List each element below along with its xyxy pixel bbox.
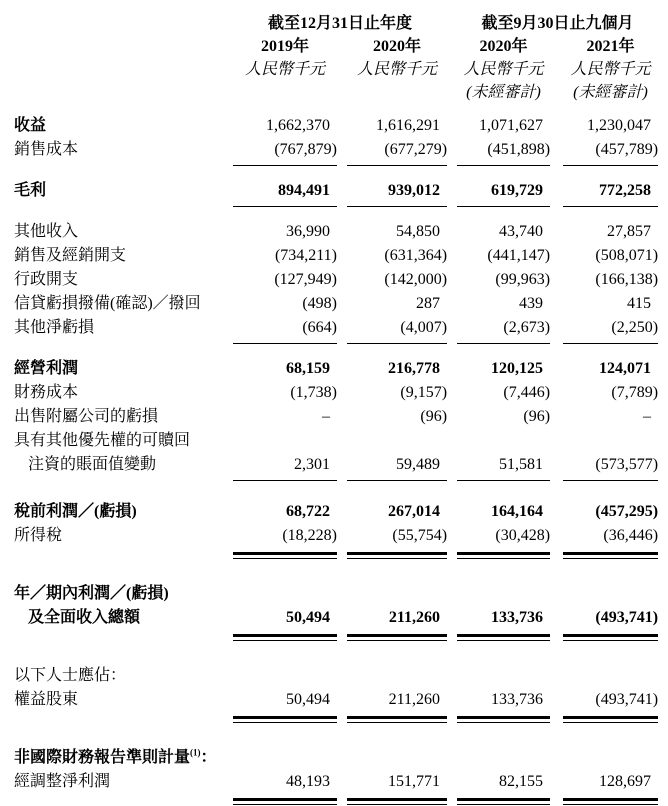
value-cell: 619,729 [491, 182, 544, 199]
table-row [14, 169, 658, 203]
column-gap [337, 724, 347, 770]
unaudited-label: (未經審計) [466, 84, 541, 101]
column-gap [447, 340, 457, 347]
column-gap [447, 347, 457, 381]
currency-unit-row [14, 58, 658, 81]
column-gap [447, 162, 457, 169]
unaudited-row [14, 81, 658, 104]
year-label: 2020年 [373, 38, 422, 55]
single-rule [347, 343, 447, 344]
header-spacer [550, 58, 563, 81]
table-row [14, 606, 658, 630]
value-cell: (493,741) [595, 609, 659, 626]
column-gap [337, 794, 347, 806]
table-row [14, 244, 658, 268]
single-rule [233, 206, 337, 207]
value-cell: (631,364) [384, 247, 448, 264]
row-label: 收益 [14, 117, 47, 134]
row-label: 具有其他優先權的可贖回 [14, 432, 191, 449]
value-cell: 164,164 [491, 503, 544, 520]
value-cell: 124,071 [599, 360, 652, 377]
row-label: 經營利潤 [14, 360, 79, 377]
column-gap [550, 203, 563, 210]
header-spacer [14, 81, 233, 104]
column-gap [337, 316, 347, 340]
column-gap [550, 138, 563, 162]
column-gap [337, 642, 347, 688]
double-rule [233, 716, 337, 723]
single-rule-row [14, 340, 658, 347]
value-cell: 36,990 [286, 223, 330, 240]
row-label: 所得稅 [14, 527, 63, 544]
row-label: 非國際財務報告準則計量$^{(1)}$： [14, 747, 217, 766]
column-gap [337, 477, 347, 484]
double-rule [347, 634, 447, 641]
header-spacer [14, 58, 233, 81]
column-gap [337, 268, 347, 292]
value-cell: (767,879) [274, 141, 337, 158]
value-cell [457, 429, 550, 453]
column-gap [337, 138, 347, 162]
column-gap [447, 524, 457, 548]
value-cell: 120,125 [491, 360, 544, 377]
row-label: 稅前利潤／(虧損) [14, 503, 137, 520]
column-gap [447, 244, 457, 268]
value-cell: 133,736 [491, 691, 544, 708]
header-spacer [337, 35, 347, 58]
column-gap [447, 724, 457, 770]
value-cell: 68,722 [286, 503, 330, 520]
double-rule [563, 552, 658, 559]
value-cell: 133,736 [491, 609, 544, 626]
value-cell [233, 642, 337, 688]
value-cell: 1,616,291 [376, 117, 441, 134]
table-row [14, 405, 658, 429]
single-rule [347, 206, 447, 207]
column-gap [550, 770, 563, 794]
value-cell: (127,949) [274, 271, 337, 288]
value-cell [347, 429, 447, 453]
header-spacer [14, 35, 233, 58]
table-body [14, 104, 658, 806]
value-cell [563, 560, 658, 606]
value-cell: (451,898) [487, 141, 551, 158]
column-gap [447, 316, 457, 340]
row-label: 毛利 [14, 182, 47, 199]
footnote-marker: (1) [190, 747, 201, 758]
value-cell: (55,754) [392, 527, 448, 544]
double-rule [457, 798, 550, 805]
financial-table [14, 12, 658, 806]
value-cell: (457,789) [595, 141, 659, 158]
value-cell: 216,778 [388, 360, 441, 377]
single-rule [457, 165, 550, 166]
column-gap [550, 453, 563, 477]
value-cell: 1,071,627 [479, 117, 544, 134]
column-gap [447, 169, 457, 203]
rule-spacer [14, 712, 233, 724]
rule-spacer [14, 162, 233, 169]
column-gap [337, 548, 347, 560]
value-cell: (142,000) [384, 271, 448, 288]
year-label: 2020年 [479, 38, 528, 55]
double-rule [347, 798, 447, 805]
double-rule [457, 634, 550, 641]
value-cell: 439 [519, 295, 544, 312]
column-gap [447, 606, 457, 630]
table-row [14, 724, 658, 770]
table-row [14, 268, 658, 292]
value-cell: – [643, 408, 652, 425]
value-cell [457, 724, 550, 770]
row-label: 行政開支 [14, 271, 79, 288]
column-gap [550, 794, 563, 806]
single-rule [563, 343, 658, 344]
column-gap [337, 381, 347, 405]
column-gap [447, 381, 457, 405]
header-spacer [347, 81, 447, 104]
value-cell: 82,155 [499, 773, 544, 790]
column-gap [550, 316, 563, 340]
column-gap [447, 484, 457, 524]
value-cell [233, 560, 337, 606]
table-row [14, 484, 658, 524]
rule-spacer [14, 548, 233, 560]
row-label: 經調整淨利潤 [14, 773, 111, 790]
column-gap [337, 162, 347, 169]
value-cell: 211,260 [388, 609, 441, 626]
value-cell: (166,138) [595, 271, 659, 288]
header-spacer [233, 81, 337, 104]
table-row [14, 210, 658, 244]
currency-unit-label: 人民幣千元 [357, 61, 438, 78]
header-spacer [447, 81, 457, 104]
column-gap [337, 292, 347, 316]
column-gap [550, 429, 563, 453]
column-gap [550, 477, 563, 484]
double-rule [233, 552, 337, 559]
column-gap [337, 688, 347, 712]
unaudited-label: (未經審計) [573, 84, 648, 101]
value-cell [233, 724, 337, 770]
value-cell [563, 642, 658, 688]
double-rule [347, 552, 447, 559]
table-row [14, 560, 658, 606]
value-cell: 939,012 [388, 182, 441, 199]
table-row [14, 104, 658, 138]
column-gap [337, 712, 347, 724]
value-cell: (7,446) [503, 384, 551, 401]
table-row [14, 292, 658, 316]
double-rule [233, 798, 337, 805]
row-label: 信貸虧損撥備(確認)／撥回 [14, 295, 201, 312]
currency-unit-label: 人民幣千元 [463, 61, 544, 78]
column-gap [337, 429, 347, 453]
double-rule [563, 634, 658, 641]
value-cell [457, 560, 550, 606]
column-gap [550, 606, 563, 630]
double-rule [233, 634, 337, 641]
value-cell [457, 642, 550, 688]
column-gap [447, 712, 457, 724]
value-cell: 287 [416, 295, 441, 312]
column-gap [447, 292, 457, 316]
column-gap [447, 688, 457, 712]
column-gap [550, 524, 563, 548]
value-cell: (664) [302, 319, 337, 336]
value-cell: (18,228) [282, 527, 337, 544]
header-spacer [550, 35, 563, 58]
single-rule [457, 343, 550, 344]
value-cell: (96) [523, 408, 551, 425]
double-rule-row [14, 630, 658, 642]
value-cell: (457,295) [595, 503, 659, 520]
value-cell: (508,071) [595, 247, 659, 264]
value-cell [233, 429, 337, 453]
column-gap [550, 347, 563, 381]
column-gap [447, 210, 457, 244]
column-gap [550, 292, 563, 316]
column-gap [337, 210, 347, 244]
period-group-label-annual: 截至12月31日止年度 [268, 15, 413, 32]
row-label: 及全面收入總額 [28, 609, 141, 626]
single-rule [563, 206, 658, 207]
year-label: 2019年 [260, 38, 309, 55]
value-cell [563, 724, 658, 770]
column-gap [337, 347, 347, 381]
currency-unit-label: 人民幣千元 [244, 61, 325, 78]
value-cell: 128,697 [599, 773, 652, 790]
double-rule [563, 716, 658, 723]
rule-spacer [14, 794, 233, 806]
column-gap [447, 794, 457, 806]
table-row [14, 347, 658, 381]
column-gap [550, 688, 563, 712]
column-gap [550, 268, 563, 292]
header-spacer [447, 35, 457, 58]
row-label: 出售附屬公司的虧損 [14, 408, 159, 425]
currency-unit-label: 人民幣千元 [570, 61, 651, 78]
value-cell: 50,494 [286, 609, 330, 626]
value-cell: 211,260 [388, 691, 441, 708]
column-gap [447, 770, 457, 794]
column-gap [550, 642, 563, 688]
column-gap [550, 104, 563, 138]
header-spacer [447, 12, 457, 35]
column-gap [337, 524, 347, 548]
row-label: 財務成本 [14, 384, 79, 401]
rule-spacer [14, 340, 233, 347]
table-row [14, 429, 658, 453]
value-cell: (4,007) [400, 319, 448, 336]
column-gap [447, 642, 457, 688]
value-cell: (9,157) [400, 384, 448, 401]
value-cell: 54,850 [396, 223, 441, 240]
value-cell: 267,014 [388, 503, 441, 520]
table-row [14, 642, 658, 688]
double-rule [347, 716, 447, 723]
value-cell: (677,279) [384, 141, 448, 158]
column-gap [550, 169, 563, 203]
column-gap [447, 560, 457, 606]
column-gap [550, 724, 563, 770]
value-cell: (734,211) [274, 247, 337, 264]
row-label: 銷售成本 [14, 141, 79, 158]
header-spacer [447, 58, 457, 81]
column-gap [550, 548, 563, 560]
single-rule [457, 206, 550, 207]
single-rule [347, 480, 447, 481]
column-gap [447, 104, 457, 138]
value-cell: (441,147) [487, 247, 551, 264]
value-cell: (493,741) [595, 691, 659, 708]
period-group-label-ninemonth: 截至9月30日止九個月 [481, 15, 634, 32]
column-gap [447, 405, 457, 429]
single-rule-row [14, 477, 658, 484]
value-cell: 894,491 [278, 182, 330, 199]
value-cell: (36,446) [603, 527, 659, 544]
value-cell [563, 429, 658, 453]
value-cell [347, 642, 447, 688]
year-row [14, 35, 658, 58]
value-cell: (96) [420, 408, 448, 425]
value-cell: 59,489 [396, 456, 441, 473]
row-label: 年／期內利潤／(虧損) [14, 585, 169, 602]
value-cell: 2,301 [294, 456, 330, 473]
value-cell: 48,193 [286, 773, 330, 790]
column-gap [337, 203, 347, 210]
row-label: 以下人士應佔： [14, 667, 127, 684]
value-cell [347, 560, 447, 606]
header-spacer [14, 12, 233, 35]
row-label: 銷售及經銷開支 [14, 247, 127, 264]
column-gap [550, 162, 563, 169]
value-cell: – [322, 408, 330, 425]
table-row [14, 453, 658, 477]
column-gap [550, 712, 563, 724]
rule-spacer [14, 630, 233, 642]
column-gap [550, 244, 563, 268]
header-spacer [550, 81, 563, 104]
column-gap [337, 484, 347, 524]
value-cell: (498) [302, 295, 337, 312]
column-gap [447, 548, 457, 560]
value-cell: 50,494 [286, 691, 330, 708]
value-cell: (2,673) [503, 319, 551, 336]
value-cell: 772,258 [599, 182, 652, 199]
table-row [14, 316, 658, 340]
value-cell: (7,789) [611, 384, 659, 401]
table-row [14, 524, 658, 548]
row-label: 權益股東 [14, 691, 79, 708]
column-gap [337, 770, 347, 794]
row-label: 其他淨虧損 [14, 319, 95, 336]
column-gap [447, 203, 457, 210]
column-gap [337, 244, 347, 268]
header-spacer [337, 58, 347, 81]
column-gap [337, 104, 347, 138]
rule-spacer [14, 203, 233, 210]
column-gap [447, 138, 457, 162]
value-cell: (573,577) [595, 456, 659, 473]
value-cell: (99,963) [495, 271, 551, 288]
value-cell: (1,738) [290, 384, 337, 401]
single-rule [563, 165, 658, 166]
column-gap [447, 630, 457, 642]
column-gap [550, 381, 563, 405]
table-row [14, 688, 658, 712]
value-cell: 51,581 [499, 456, 544, 473]
single-rule [457, 480, 550, 481]
value-cell [347, 724, 447, 770]
value-cell: (2,250) [611, 319, 659, 336]
column-gap [550, 340, 563, 347]
column-gap [550, 405, 563, 429]
single-rule-row [14, 203, 658, 210]
value-cell: 1,230,047 [587, 117, 652, 134]
value-cell: 151,771 [388, 773, 441, 790]
value-cell: 1,662,370 [266, 117, 330, 134]
column-gap [337, 453, 347, 477]
value-cell: 415 [627, 295, 652, 312]
double-rule-row [14, 794, 658, 806]
header-spacer [337, 81, 347, 104]
column-gap [337, 340, 347, 347]
double-rule [457, 552, 550, 559]
column-gap [447, 429, 457, 453]
double-rule [563, 798, 658, 805]
table-row [14, 381, 658, 405]
period-group-row [14, 12, 658, 35]
single-rule [233, 480, 337, 481]
double-rule [457, 716, 550, 723]
double-rule-row [14, 548, 658, 560]
column-gap [337, 606, 347, 630]
single-rule [347, 165, 447, 166]
column-gap [550, 630, 563, 642]
column-gap [337, 169, 347, 203]
value-cell: 27,857 [607, 223, 652, 240]
value-cell: 43,740 [499, 223, 544, 240]
rule-spacer [14, 477, 233, 484]
column-gap [447, 453, 457, 477]
column-gap [337, 630, 347, 642]
table-header [14, 12, 658, 104]
double-rule-row [14, 712, 658, 724]
column-gap [337, 560, 347, 606]
row-label: 其他收入 [14, 223, 79, 240]
column-gap [550, 560, 563, 606]
column-gap [337, 405, 347, 429]
single-rule [233, 165, 337, 166]
column-gap [550, 210, 563, 244]
column-gap [550, 484, 563, 524]
table-row [14, 138, 658, 162]
value-cell: (30,428) [495, 527, 551, 544]
value-cell: 68,159 [286, 360, 330, 377]
column-gap [447, 477, 457, 484]
table-row [14, 770, 658, 794]
single-rule [563, 480, 658, 481]
year-label: 2021年 [586, 38, 635, 55]
row-label: 注資的賬面值變動 [28, 456, 157, 473]
single-rule-row [14, 162, 658, 169]
column-gap [447, 268, 457, 292]
single-rule [233, 343, 337, 344]
